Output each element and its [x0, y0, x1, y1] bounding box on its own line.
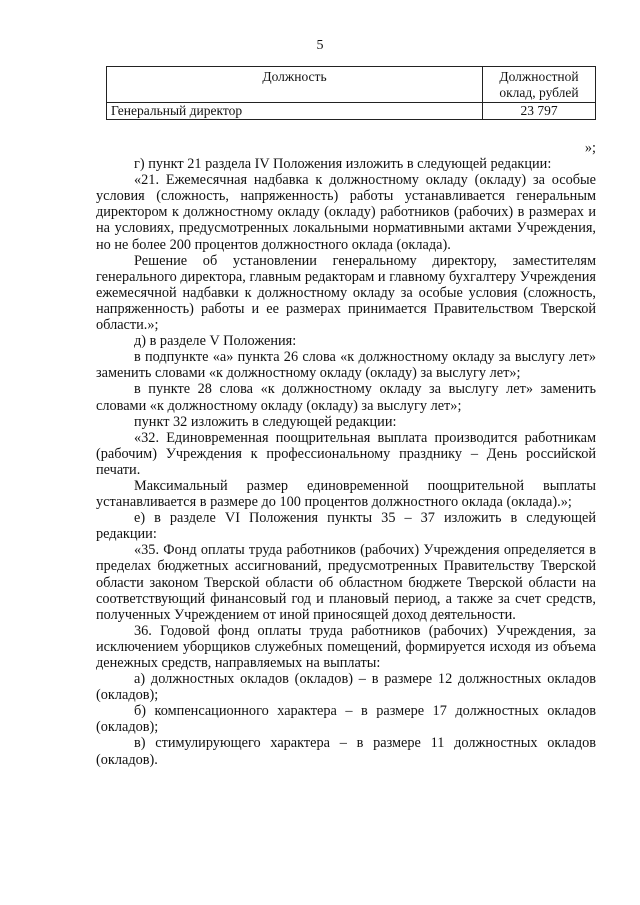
- header-salary: Должностной оклад, рублей: [483, 67, 596, 103]
- paragraph: Максимальный размер единовременной поощрительной выплаты устанавливается в размере до 100 процентов должностного оклада (оклада).»;: [96, 477, 596, 511]
- paragraph: в) стимулирующего характера – в размере 11 должностных окладов (окладов).: [96, 735, 596, 768]
- paragraph: «35. Фонд оплаты труда работников (рабочих) Учреждения определяется в пределах бюджетных ассигнований, предусмотренных Правительству Тверской области законом Тверской области об областном бюджете Тверской области на соответствующий финансовый год и плановый период, а также за счет средств, полученных Учреждением от иной приносящей доход деятельности.: [96, 542, 596, 623]
- paragraph: пункт 32 изложить в следующей редакции:: [134, 413, 397, 430]
- salary-table: [106, 66, 596, 120]
- cell-position: Генеральный директор: [107, 103, 483, 120]
- paragraph: в пункте 28 слова «к должностному окладу за выслугу лет» заменить словами «к должностному окладу (окладу) за выслугу лет»;: [96, 381, 596, 414]
- paragraph: б) компенсационного характера – в размере 17 должностных окладов (окладов);: [96, 703, 596, 736]
- cell-salary: 23 797: [483, 103, 596, 120]
- paragraph: «21. Ежемесячная надбавка к должностному окладу (окладу) за особые условия (сложность, напряженность) работы устанавливается генеральным директором к должностному окладу (окладу) работников (рабочих) в размерах и на условиях, предусмотренных локальными нормативными актами Учреждения, но не более 200 процентов должностного оклада (оклада).: [96, 172, 596, 253]
- paragraph: а) должностных окладов (окладов) – в размере 12 должностных окладов (окладов);: [96, 671, 596, 704]
- paragraph: Решение об установлении генеральному директору, заместителям генерального директора, главным редакторам и главному бухгалтеру Учреждения ежемесячной надбавки к должностному окладу за особые условия (сложность, напряженность) работы и ее размерах принимается Правительством Тверской области.»;: [96, 252, 596, 334]
- paragraph: 36. Годовой фонд оплаты труда работников (рабочих) Учреждения, за исключением уборщиков служебных помещений, формируется исходя из объема денежных средств, направляемых на выплаты:: [96, 622, 596, 671]
- document-body: [96, 140, 596, 768]
- paragraph: д) в разделе V Положения:: [134, 333, 297, 350]
- header-position: Должность: [107, 67, 483, 103]
- page-number: 5: [316, 38, 324, 53]
- paragraph: г) пункт 21 раздела IV Положения изложить в следующей редакции:: [134, 156, 552, 173]
- paragraph: в подпункте «а» пункта 26 слова «к должностному окладу за выслугу лет» заменить словами «к должностному окладу (окладу) за выслугу лет»;: [96, 349, 596, 382]
- paragraph: е) в разделе VI Положения пункты 35 – 37 изложить в следующей редакции:: [96, 510, 596, 543]
- table-header-row: [107, 67, 596, 103]
- quote-close: »;: [584, 140, 596, 156]
- paragraph: «32. Единовременная поощрительная выплата производится работникам (рабочим) Учреждения к профессиональному празднику – День российской печати.: [96, 429, 596, 478]
- table-row: [107, 103, 596, 120]
